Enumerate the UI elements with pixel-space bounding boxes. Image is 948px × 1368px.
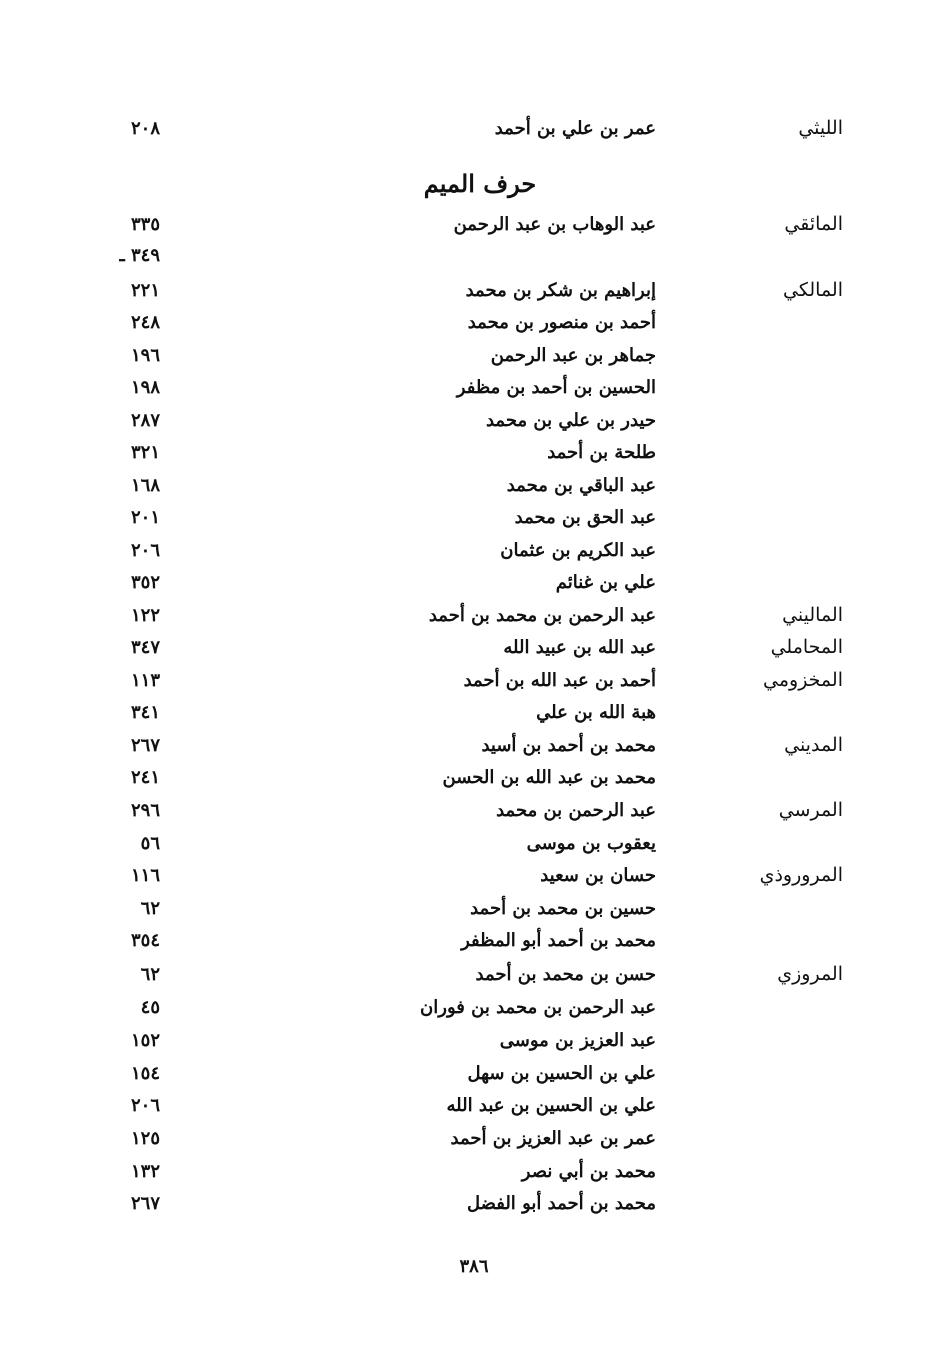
entry-nisba: المروروذي bbox=[759, 864, 843, 886]
entry-name: علي بن الحسين بن سهل bbox=[467, 1063, 656, 1084]
index-entry bbox=[0, 469, 948, 502]
entry-page: ١١٦ bbox=[130, 865, 160, 886]
index-entry bbox=[0, 371, 948, 404]
entry-name: إبراهيم بن شكر بن محمد bbox=[465, 280, 656, 301]
entry-name: حسان بن سعيد bbox=[540, 865, 656, 886]
entry-page: ٣٥٢ bbox=[130, 572, 160, 593]
entry-name: محمد بن أحمد أبو المظفر bbox=[461, 930, 656, 951]
entry-page: ١٢٢ bbox=[130, 605, 160, 626]
index-entry bbox=[0, 534, 948, 567]
index-entry bbox=[0, 566, 948, 599]
entry-name: عمر بن عبد العزيز بن أحمد bbox=[450, 1128, 656, 1149]
entry-nisba: المرسي bbox=[778, 799, 843, 821]
entry-page: ١٥٤ bbox=[130, 1063, 160, 1084]
index-entry bbox=[0, 339, 948, 372]
entry-name: عبد العزيز بن موسى bbox=[499, 1030, 656, 1051]
entry-page: ٣٤٧ bbox=[130, 637, 160, 658]
index-entry bbox=[0, 1122, 948, 1155]
entry-name: عبد الباقي بن محمد bbox=[506, 475, 656, 496]
index-entry bbox=[0, 1057, 948, 1090]
entry-nisba: الليثي bbox=[798, 117, 843, 139]
index-entry bbox=[0, 664, 948, 697]
index-entry bbox=[0, 274, 948, 307]
entry-page: ٢٦٧ bbox=[130, 735, 160, 756]
entry-page: ٣٤٩ ـ bbox=[119, 245, 160, 266]
entry-name: محمد بن أحمد بن أسيد bbox=[481, 735, 656, 756]
index-entry bbox=[0, 501, 948, 534]
entry-name: محمد بن أحمد أبو الفضل bbox=[466, 1193, 656, 1214]
index-entry bbox=[0, 112, 948, 145]
entry-page: ٢٠٦ bbox=[130, 540, 160, 561]
entry-name: محمد بن عبد الله بن الحسن bbox=[442, 767, 656, 788]
entry-name: يعقوب بن موسى bbox=[526, 833, 656, 854]
entry-page: ٣٥٤ bbox=[130, 930, 160, 951]
entry-nisba: المحاملي bbox=[770, 636, 843, 658]
entry-page: ١٩٨ bbox=[130, 377, 160, 398]
page-number: ٣٨٦ bbox=[459, 1256, 489, 1277]
entry-page: ١٢٥ bbox=[130, 1128, 160, 1149]
entry-page: ٢٠٨ bbox=[130, 118, 160, 139]
entry-name: حسن بن محمد بن أحمد bbox=[475, 964, 656, 985]
entry-page: ١٣٢ bbox=[130, 1161, 160, 1182]
index-entry bbox=[0, 827, 948, 860]
entry-page: ٣٤١ bbox=[130, 702, 160, 723]
index-entry bbox=[0, 958, 948, 991]
entry-name: جماهر بن عبد الرحمن bbox=[490, 345, 656, 366]
entry-name: حيدر بن علي بن محمد bbox=[485, 410, 656, 431]
entry-page: ٢٩٦ bbox=[130, 800, 160, 821]
index-entry bbox=[0, 729, 948, 762]
index-entry bbox=[0, 761, 948, 794]
index-entry bbox=[0, 991, 948, 1024]
index-entry bbox=[0, 436, 948, 469]
index-entry bbox=[0, 631, 948, 664]
entry-name: عبد الوهاب بن عبد الرحمن bbox=[453, 214, 656, 235]
index-entry bbox=[0, 696, 948, 729]
index-entry bbox=[0, 924, 948, 957]
index-entry bbox=[0, 404, 948, 437]
entry-name: هبة الله بن علي bbox=[536, 702, 656, 723]
entry-name: الحسين بن أحمد بن مظفر bbox=[456, 377, 656, 398]
entry-name: عبد الله بن عبيد الله bbox=[503, 637, 656, 658]
index-entry bbox=[0, 794, 948, 827]
entry-name: عمر بن علي بن أحمد bbox=[494, 118, 656, 139]
section-heading: حرف الميم bbox=[423, 169, 537, 198]
index-entry bbox=[0, 859, 948, 892]
entry-nisba: المائقي bbox=[784, 213, 843, 235]
entry-page: ٢٤٨ bbox=[130, 312, 160, 333]
entry-nisba: المخزومي bbox=[763, 669, 843, 691]
entry-page: ٢٨٧ bbox=[130, 410, 160, 431]
entry-page: ٢٤١ bbox=[130, 767, 160, 788]
entry-page: ٣٣٥ bbox=[130, 214, 160, 235]
index-entry bbox=[0, 208, 948, 241]
entry-name: محمد بن أبي نصر bbox=[521, 1161, 656, 1182]
index-entry bbox=[0, 306, 948, 339]
entry-page: ٥٦ bbox=[140, 833, 160, 854]
entry-page: ٦٢ bbox=[140, 964, 160, 985]
entry-page: ٢٠٦ bbox=[130, 1095, 160, 1116]
entry-name: عبد الحق بن محمد bbox=[514, 507, 656, 528]
entry-page: ١٥٢ bbox=[130, 1030, 160, 1051]
index-entry bbox=[0, 1089, 948, 1122]
entry-name: عبد الرحمن بن محمد بن فوران bbox=[420, 997, 656, 1018]
entry-page: ٦٢ bbox=[140, 898, 160, 919]
entry-name: أحمد بن عبد الله بن أحمد bbox=[463, 670, 656, 691]
entry-page: ٤٥ bbox=[140, 997, 160, 1018]
index-entry bbox=[0, 1024, 948, 1057]
index-entry bbox=[0, 892, 948, 925]
index-entry bbox=[0, 239, 948, 272]
entry-page: ٢٢١ bbox=[130, 280, 160, 301]
entry-page: ٣٢١ bbox=[130, 442, 160, 463]
index-entry bbox=[0, 1187, 948, 1220]
entry-name: عبد الكريم بن عثمان bbox=[500, 540, 656, 561]
entry-page: ٢٠١ bbox=[130, 507, 160, 528]
entry-page: ١١٣ bbox=[130, 670, 160, 691]
index-entry bbox=[0, 599, 948, 632]
entry-page: ١٦٨ bbox=[130, 475, 160, 496]
index-entry bbox=[0, 1155, 948, 1188]
entry-name: عبد الرحمن بن محمد بن أحمد bbox=[428, 605, 656, 626]
entry-page: ١٩٦ bbox=[130, 345, 160, 366]
entry-nisba: الماليني bbox=[782, 604, 843, 626]
entry-nisba: المديني bbox=[784, 734, 843, 756]
entry-name: علي بن الحسين بن عبد الله bbox=[446, 1095, 656, 1116]
entry-page: ٢٦٧ bbox=[130, 1193, 160, 1214]
entry-nisba: المالكي bbox=[783, 279, 843, 301]
entry-name: أحمد بن منصور بن محمد bbox=[467, 312, 656, 333]
entry-nisba: المروزي bbox=[777, 963, 843, 985]
entry-name: علي بن غنائم bbox=[555, 572, 656, 593]
entry-name: حسين بن محمد بن أحمد bbox=[470, 898, 656, 919]
entry-name: عبد الرحمن بن محمد bbox=[496, 800, 656, 821]
entry-name: طلحة بن أحمد bbox=[547, 442, 656, 463]
